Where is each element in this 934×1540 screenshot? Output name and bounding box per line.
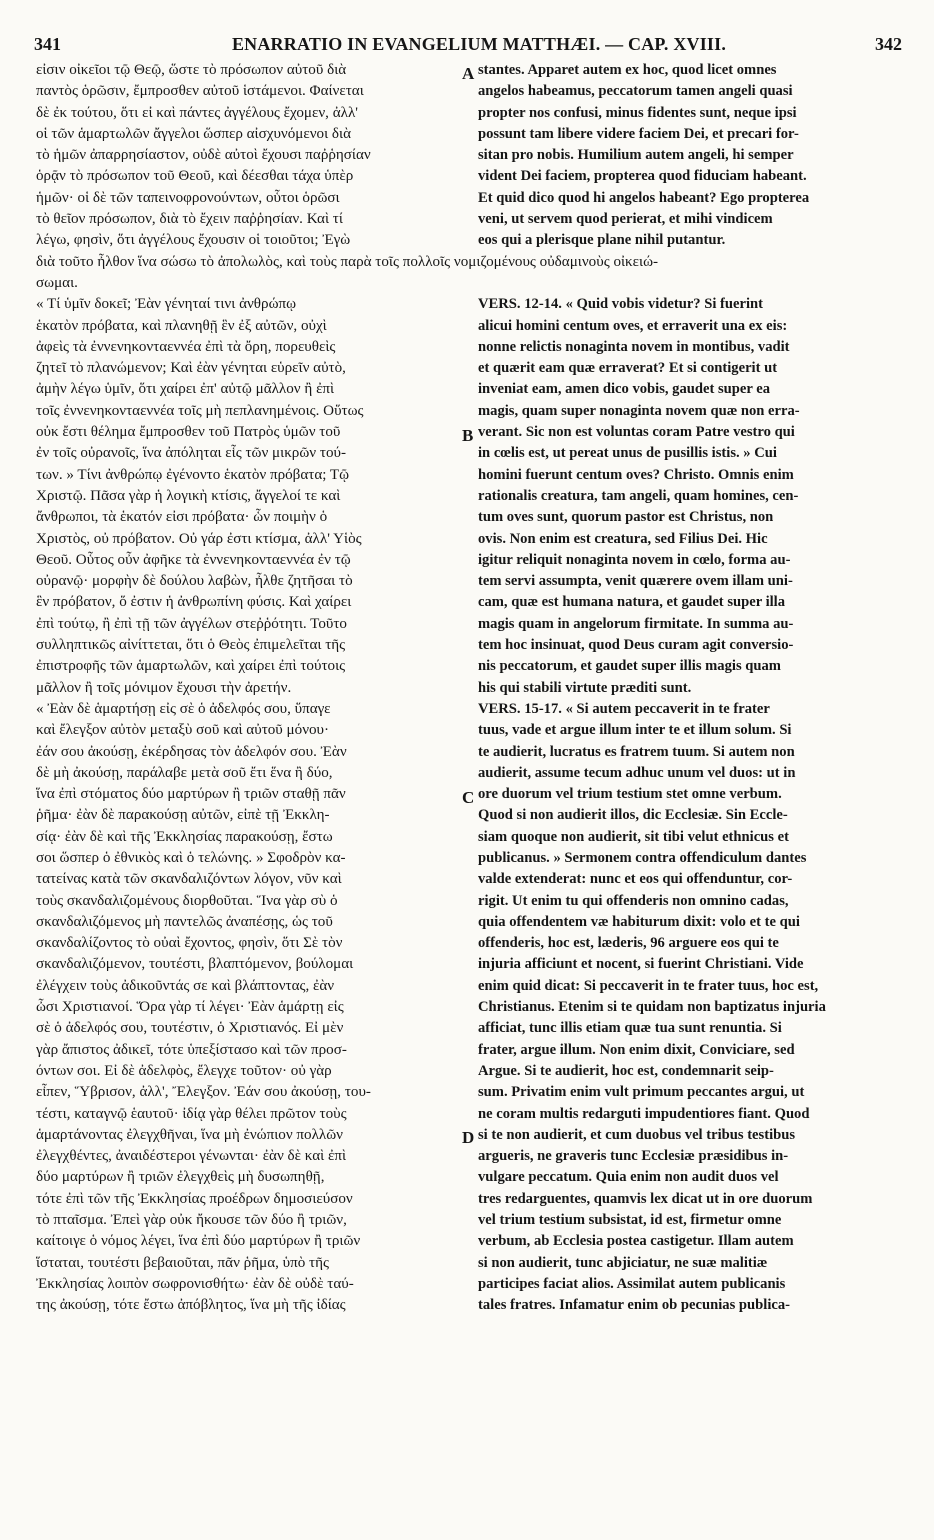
text-line: ἁμαρτάνοντας ἐλεγχθῆναι, ἵνα μὴ ἐνώπιον πολλῶν xyxy=(36,1126,343,1143)
text-line: tem servi assumpta, venit quærere ovem illam uni- xyxy=(478,573,793,590)
text-line: ἐάν σου ἀκούσῃ, ἐκέρδησας τὸν ἀδελφόν σου. Ἐὰν xyxy=(36,743,347,760)
text-line: magis quam in angelorum firmitate. In summa au- xyxy=(478,615,794,632)
text-line: σὲ ὁ ἀδελφός σου, τουτέστιν, ὁ Χριστιανός. Εἰ μὲν xyxy=(36,1020,344,1037)
text-line: ovis. Non enim est creatura, sed Filius Dei. Hic xyxy=(478,530,768,547)
text-line: propter nos confusi, minus fidentes sunt, neque ipsi xyxy=(478,104,797,121)
text-line: εἶπεν, Ὕβρισον, ἀλλ', Ἔλεγξον. Ἐάν σου ἀκούσῃ, του- xyxy=(36,1084,371,1101)
text-line: Ἐκκλησίας λοιπὸν σωφρονισθήτω· ἐὰν δὲ οὐδὲ ταύ- xyxy=(36,1275,354,1292)
text-line: siam quoque non audierit, sit tibi velut ethnicus et xyxy=(478,828,789,845)
text-line: tuus, vade et argue illum inter te et illum solum. Si xyxy=(478,722,792,739)
text-line: « Ἐὰν δὲ ἁμαρτήσῃ εἰς σὲ ὁ ἀδελφός σου, ὕπαγε xyxy=(36,700,331,717)
text-line: λέγω, φησὶν, ὅτι ἀγγέλους ἔχουσιν οἱ τοιοῦτοι; Ἐγὼ xyxy=(36,232,351,249)
text-line: publicanus. » Sermonem contra offendiculum dantes xyxy=(478,849,807,866)
page-number-right: 342 xyxy=(875,34,902,54)
text-line: τότε ἐπὶ τῶν τῆς Ἐκκλησίας προέδρων δημοσιεύσον xyxy=(36,1190,353,1207)
text-line: οὐκ ἔστι θέλημα ἔμπροσθεν τοῦ Πατρὸς ὑμῶν τοῦ xyxy=(36,424,341,441)
text-line: καίτοιγε ὁ νόμος λέγει, ἵνα ἐπὶ δύο μαρτύρων ἢ τριῶν xyxy=(36,1233,361,1250)
running-title: ENARRATIO IN EVANGELIUM MATTHÆI. — CAP. XVIII. xyxy=(231,34,727,54)
text-line: οἱ τῶν ἁμαρτωλῶν ἄγγελοι ὥσπερ αἰσχυνόμενοι διὰ xyxy=(36,125,352,142)
margin-mark-b: B xyxy=(462,426,474,445)
text-line: vulgare peccatum. Quia enim non audit duos vel xyxy=(478,1169,779,1186)
text-line: cam, quæ est humana natura, et gaudet super illa xyxy=(478,594,786,611)
text-line: σοι ὥσπερ ὁ ἐθνικὸς καὶ ὁ τελώνης. » Σφοδρὸν κα- xyxy=(36,849,346,866)
text-line: ὁρᾷν τὸ πρόσωπον τοῦ Θεοῦ, καὶ δέεσθαι τάχα ὑπὲρ xyxy=(36,168,354,185)
text-line: τοὺς σκανδαλιζομένους διορθοῦται. Ἵνα γὰρ σὺ ὁ xyxy=(36,892,338,909)
text-line: τὸ πταῖσμα. Ἐπεὶ γὰρ οὐκ ἤκουσε τῶν δύο ἢ τριῶν, xyxy=(36,1212,347,1229)
text-line: stantes. Apparet autem ex hoc, quod licet omnes xyxy=(478,62,777,78)
text-line: tum oves sunt, quorum pastor est Christus, non xyxy=(478,509,774,526)
text-line: te audierit, lucratus es fratrem tuum. Si autem non xyxy=(478,743,795,760)
text-line: injuria afficiunt et nocent, si fuerint Christiani. Vide xyxy=(478,956,804,973)
text-line: nonne relictis nonaginta novem in montibus, vadit xyxy=(478,338,790,355)
text-line: audierit, assume tecum adhuc unum vel duos: ut in xyxy=(478,764,796,781)
text-line: ne coram multis redarguti impudentiores fiant. Quod xyxy=(478,1105,810,1122)
margin-mark-c: C xyxy=(462,788,475,807)
text-line: angelos habeamus, peccatorum tamen angeli quasi xyxy=(478,83,793,100)
text-line: vident Dei faciem, propterea quod fiduciam habeant. xyxy=(478,168,807,185)
text-line: δύο μαρτύρων ἢ τριῶν ἐλεγχθεὶς μὴ δυσωπηθῇ, xyxy=(36,1169,325,1186)
latin-column xyxy=(478,60,902,1317)
text-line: Et quid dico quod hi angelos habeant? Ego propterea xyxy=(478,189,810,206)
text-line: quia offendentem væ habiturum dixit: volo et te qui xyxy=(478,913,800,930)
running-header xyxy=(34,34,902,58)
text-line: possunt tam libere videre faciem Dei, et precari for- xyxy=(478,125,799,142)
text-line: nis peccatorum, et gaudet super illis magis quam xyxy=(478,658,781,675)
text-line: διὰ τοῦτο ἦλθον ἵνα σώσω τὸ ἀπολωλὸς, καὶ τοὺς παρὰ τοῖς πολλοῖς νομιζομένους οὐδαμινοὺς οἰκειώ- xyxy=(36,253,659,270)
margin-mark-d: D xyxy=(462,1128,475,1147)
text-line: Christianus. Etenim si te quidam non baptizatus injuria xyxy=(478,999,826,1016)
text-line: ἐλέγχειν τοὺς ἀδικοῦντάς σε καὶ βλάπτοντας, ἐὰν xyxy=(36,977,335,994)
text-line: ὦσι Χριστιανοί. Ὅρα γὰρ τί λέγει· Ἐὰν ἁμάρτῃ εἰς xyxy=(36,999,344,1016)
text-line: δὲ μὴ ἀκούσῃ, παράλαβε μετὰ σοῦ ἔτι ἕνα ἢ δύο, xyxy=(36,764,333,781)
text-line: verant. Sic non est voluntas coram Patre vestro qui xyxy=(478,424,795,441)
text-line: VERS. 15-17. « Si autem peccaverit in te frater xyxy=(478,700,770,717)
text-line: συλληπτικῶς αἰνίττεται, ὅτι ὁ Θεὸς ἐπιμελεῖται τῆς xyxy=(36,637,346,654)
text-line: ἐπιστροφῆς τῶν ἁμαρτωλῶν, καὶ χαίρει ἐπὶ τούτοις xyxy=(36,658,346,675)
text-line: ore duorum vel trium testium stet omne verbum. xyxy=(478,786,782,803)
text-line: όντων σοι. Εἰ δὲ ἀδελφὸς, ἔλεγχε τοῦτον· οὐ γὰρ xyxy=(36,1062,332,1079)
text-line: tem hoc insinuat, quod Deus curam agit conversio- xyxy=(478,637,794,654)
text-line: ἑκατὸν πρόβατα, καὶ πλανηθῇ ἓν ἐξ αὐτῶν, οὐχὶ xyxy=(36,317,327,334)
text-line: ἓν πρόβατον, ὅ ἐστιν ἡ ἀνθρωπίνη φύσις. Καὶ χαίρει xyxy=(36,594,352,611)
text-line: verbum, ab Ecclesia postea castigetur. Illam autem xyxy=(478,1233,794,1250)
text-line: si non audierit, tunc abjiciatur, ne suæ malitiæ xyxy=(478,1254,768,1271)
text-line: τατείνας κατὰ τῶν σκανδαλιζόντων λόγον, νῦν καὶ xyxy=(36,871,342,888)
text-line: ἄνθρωποι, τὰ ἑκατόν εἰσι πρόβατα· ὧν ποιμὴν ὁ xyxy=(36,509,328,526)
text-line: frater, argue illum. Non enim dixit, Conviciare, sed xyxy=(478,1041,795,1058)
text-line: ἀμὴν λέγω ὑμῖν, ὅτι χαίρει ἐπ' αὐτῷ μᾶλλον ἢ ἐπὶ xyxy=(36,381,335,398)
text-line: rationalis creatura, tam angeli, quam homines, cen- xyxy=(478,487,799,504)
text-line: Χριστὸς, οὐ πρόβατον. Οὐ γάρ ἐστι κτίσμα, ἀλλ' Υἱὸς xyxy=(36,530,362,547)
text-line: sitan pro nobis. Humilium autem angeli, hi semper xyxy=(478,147,794,164)
text-line: tres redarguentes, quamvis lex dicat ut in ore duorum xyxy=(478,1190,813,1207)
text-line: Χριστῷ. Πᾶσα γὰρ ἡ λογικὴ κτίσις, ἄγγελοί τε καὶ xyxy=(36,487,341,504)
text-line: valde extenderat: nunc et eos qui offenduntur, cor- xyxy=(478,871,793,888)
text-line: vel trium testium subsistat, id est, firmetur omne xyxy=(478,1212,782,1229)
text-line: παντὸς ὁρῶσιν, ἔμπροσθεν αὐτοῦ ἱστάμενοι. Φαίνεται xyxy=(36,83,364,100)
text-line: γὰρ ἄπιστος ἀδικεῖ, τότε ὑπεξίστασο καὶ τῶν προσ- xyxy=(36,1041,347,1058)
text-line: afficiat, tunc illis etiam quæ tua sunt renuntia. Si xyxy=(478,1020,782,1037)
text-line xyxy=(478,252,902,273)
text-line: in cœlis est, ut pereat unus de pusillis istis. » Cui xyxy=(478,445,777,462)
text-line: et quærit eam quæ erraverat? Et si contigerit ut xyxy=(478,360,778,377)
text-line: magis, quam super nonaginta novem quæ non erra- xyxy=(478,402,800,419)
text-line: rigit. Ut enim tu qui offenderis non omnino cadas, xyxy=(478,892,789,909)
text-line: homini fuerunt centum oves? Christo. Omnis enim xyxy=(478,466,794,483)
text-line: ἐλεγχθέντες, ἀναιδέστεροι γένωνται· ἐὰν δὲ καὶ ἐπὶ xyxy=(36,1148,347,1165)
text-line: sum. Privatim enim vult primum peccantes argui, ut xyxy=(478,1084,805,1101)
text-line: μᾶλλον ἢ τοῖς μόνιμον ἔχουσι τὴν ἀρετήν. xyxy=(36,679,292,696)
text-line: his qui stabili virtute præditi sunt. xyxy=(478,679,692,696)
text-line: enim quid dicat: Si peccaverit in te frater tuus, hoc est, xyxy=(478,977,819,994)
text-line: ζητεῖ τὸ πλανώμενον; Καὶ ἐὰν γένηται εὑρεῖν αὐτὸ, xyxy=(36,360,346,377)
text-line: τὸ θεῖον πρόσωπον, διὰ τὸ ἔχειν παῤῥησίαν. Καὶ τί xyxy=(36,211,343,228)
text-line: Quod si non audierit illos, dic Ecclesiæ. Sin Eccle- xyxy=(478,807,788,824)
text-line: δὲ ἐκ τούτου, ὅτι εἰ καὶ πάντες ἀγγέλους ἔχομεν, ἀλλ' xyxy=(36,104,358,121)
text-line: ῥῆμα· ἐὰν δὲ παρακούσῃ αὐτῶν, εἰπὲ τῇ Ἐκκλη- xyxy=(36,807,330,824)
text-line: της ἀκούσῃ, τότε ἔστω ἀπόβλητος, ἵνα μὴ τῆς ἰδίας xyxy=(36,1297,346,1314)
text-line xyxy=(478,273,902,294)
text-line: ἵνα ἐπὶ στόματος δύο μαρτύρων ἢ τριῶν σταθῇ πᾶν xyxy=(36,786,346,803)
text-line: alicui homini centum oves, et erraverit una ex eis: xyxy=(478,317,788,334)
text-line: argueris, ne graveris tunc Ecclesiæ præsidibus in- xyxy=(478,1148,789,1165)
text-line: ἵσταται, τουτέστι βεβαιοῦται, πᾶν ῥῆμα, ὑπὸ τῆς xyxy=(36,1254,329,1271)
text-line: σκανδαλιζόμενον, τουτέστι, βλαπτόμενον, βούλομαι xyxy=(36,956,354,973)
text-line: σωμαι. xyxy=(36,274,78,291)
text-line: σκανδαλίζοντος τὸ οὐαὶ ἔχοντος, φησὶν, ὅτι Σὲ τὸν xyxy=(36,935,343,952)
text-line: εἰσιν οἰκεῖοι τῷ Θεῷ, ὥστε τὸ πρόσωπον αὐτοῦ διὰ xyxy=(36,62,347,78)
text-line: οὐρανῷ· μορφὴν δὲ δούλου λαβὼν, ἦλθε ζητῆσαι τὸ xyxy=(36,573,353,590)
text-line: inveniat eam, amen dico vobis, gaudet super ea xyxy=(478,381,771,398)
page-number-left: 341 xyxy=(34,34,61,54)
text-line: VERS. 12-14. « Quid vobis videtur? Si fuerint xyxy=(478,296,764,313)
text-line: καὶ ἔλεγξον αὐτὸν μεταξὺ σοῦ καὶ αὐτοῦ μόνου· xyxy=(36,722,330,739)
text-line: ἐν τοῖς οὐρανοῖς, ἵνα ἀπόληται εἷς τῶν μικρῶν τού- xyxy=(36,445,346,462)
text-line: offenderis, hoc est, læderis, 96 arguere eos qui te xyxy=(478,935,779,952)
text-line: veni, ut servem quod perierat, et mihi vindicem xyxy=(478,211,773,228)
text-line: τέστι, καταγνῷ ἑαυτοῦ· ἰδίᾳ γὰρ θέλει πρῶτον τοὺς xyxy=(36,1105,347,1122)
text-line: τὸ ἡμῶν ἀπαρρησίαστον, οὐδὲ αὐτοὶ ἔχουσι παῤῥησίαν xyxy=(36,147,371,164)
text-line: igitur reliquit nonaginta novem in cœlo, forma au- xyxy=(478,551,791,568)
text-line: Argue. Si te audierit, hoc est, condemnarit seip- xyxy=(478,1062,774,1079)
text-line: participes faciat alios. Assimilat autem publicanis xyxy=(478,1275,786,1292)
margin-mark-a: A xyxy=(462,64,475,83)
text-line: tales fratres. Infamatur enim ob pecunias publica- xyxy=(478,1297,791,1314)
text-line: σίᾳ· ἐὰν δὲ καὶ τῆς Ἐκκλησίας παρακούσῃ, ἔστω xyxy=(36,828,333,845)
text-line: eos qui a plerisque plane nihil putantur. xyxy=(478,232,726,249)
text-line: των. » Τίνι ἀνθρώπῳ ἐγένοντο ἑκατὸν πρόβατα; Τῷ xyxy=(36,466,350,483)
text-line: τοῖς ἐννενηκονταεννέα τοῖς μὴ πεπλανημένοις. Οὕτως xyxy=(36,402,364,419)
text-line: Θεοῦ. Οὗτος οὖν ἀφῆκε τὰ ἐννενηκονταεννέα ἐν τῷ xyxy=(36,551,351,568)
text-line: ἡμῶν· οἱ δὲ τῶν ταπεινοφρονούντων, οὗτοι ὁρῶσι xyxy=(36,189,340,206)
text-line: σκανδαλιζόμενος μὴ παντελῶς ἀναπέσῃς, ὡς τοῦ xyxy=(36,913,333,930)
text-line: ἐπὶ τούτῳ, ἢ ἐπὶ τῇ τῶν ἀγγέλων στεῤῥότητι. Τοῦτο xyxy=(36,615,347,632)
text-line: si te non audierit, et cum duobus vel tribus testibus xyxy=(478,1126,796,1143)
text-line: ἀφεὶς τὰ ἐννενηκονταεννέα ἐπὶ τὰ ὄρη, πορευθεὶς xyxy=(36,338,336,355)
text-line: « Τί ὑμῖν δοκεῖ; Ἐὰν γένηταί τινι ἀνθρώπῳ xyxy=(36,296,297,313)
